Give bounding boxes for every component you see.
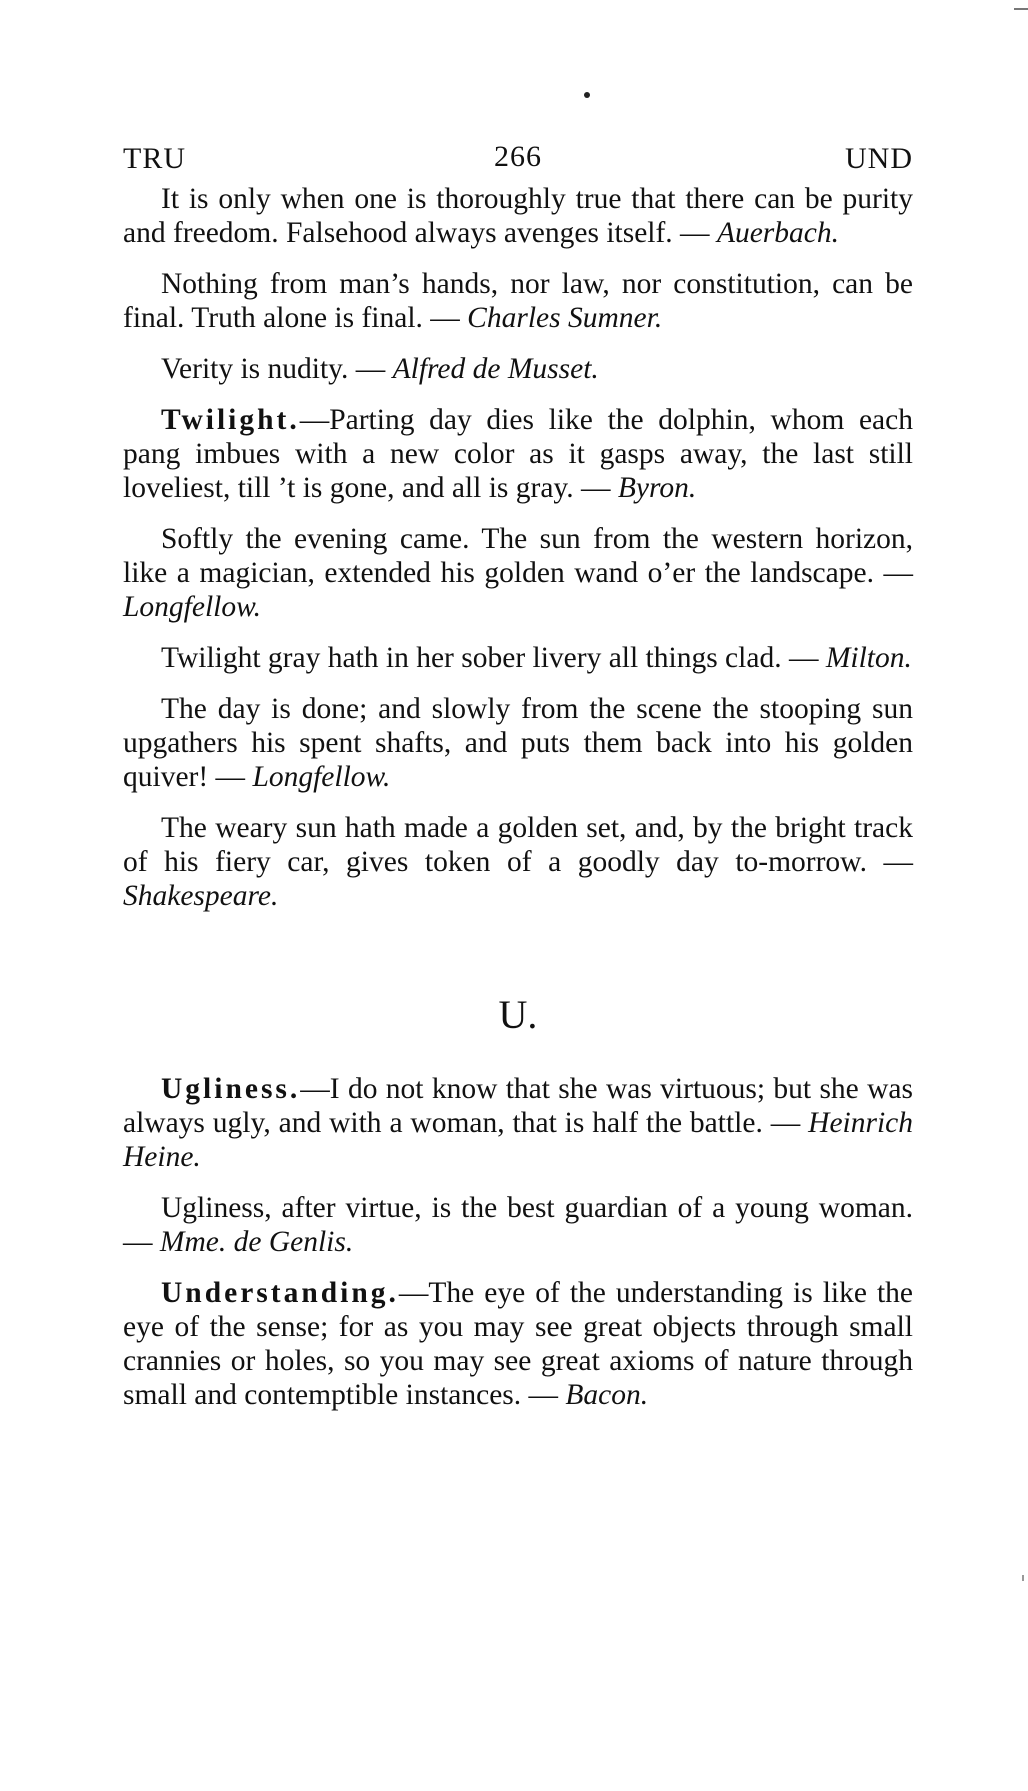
quote-text: Ugliness, after virtue, is the best guardian of a young woman. —: [123, 1192, 913, 1258]
edge-mark: [1014, 8, 1028, 10]
quote-paragraph: [123, 522, 913, 624]
quote-author: Longfellow.: [252, 761, 391, 793]
page-number: 266: [494, 140, 542, 173]
quote-text: It is only when one is thoroughly true that there can be purity and freedom. Falsehood always avenges itself. —: [123, 183, 913, 249]
quote-paragraph: [123, 182, 913, 250]
section-heading: U.: [498, 992, 538, 1037]
quote-text: —I do not know that she was virtuous; but she was always ugly, and with a woman, that is half the battle. —: [123, 1073, 913, 1139]
edge-mark: [1022, 1575, 1024, 1581]
quote-author: Shakespeare.: [123, 880, 279, 912]
header-left-guide-word: TRU: [123, 142, 186, 175]
quote-text: —Parting day dies like the dolphin, whom each pang imbues with a new color as it gasps away, the last still loveliest, till ’t is gone, and all is gray. —: [123, 404, 913, 504]
quote-text: Nothing from man’s hands, nor law, nor constitution, can be final. Truth alone is final. —: [123, 268, 913, 334]
entry-keyword: Ugliness.: [161, 1073, 301, 1105]
quote-paragraph: [123, 267, 913, 335]
quote-text: Verity is nudity. —: [161, 353, 386, 385]
running-header: [123, 142, 913, 182]
header-right-guide-word: UND: [845, 142, 913, 175]
quote-paragraph: [123, 352, 913, 386]
quote-author: Byron.: [617, 472, 697, 504]
quote-author: Auerbach.: [716, 217, 839, 249]
entry-keyword: Understanding.: [161, 1277, 399, 1309]
entries-u: [123, 1072, 913, 1412]
quote-author: Mme. de Genlis.: [159, 1226, 354, 1258]
quote-paragraph: [123, 1276, 913, 1412]
quote-author: Alfred de Musset.: [392, 353, 599, 385]
quote-text: Twilight gray hath in her sober livery all things clad. —: [161, 642, 819, 674]
quote-author: Charles Sumner.: [467, 302, 663, 334]
ink-dot: [584, 92, 590, 98]
quote-author: Longfellow.: [123, 591, 261, 623]
quote-text: The day is done; and slowly from the scene the stooping sun upgathers his spent shafts, and puts them back into his golden quiver! —: [123, 693, 913, 793]
book-page: [123, 142, 913, 1429]
quote-paragraph: [123, 403, 913, 505]
quote-paragraph: [123, 1191, 913, 1259]
quote-paragraph: [123, 811, 913, 913]
entry-keyword: Twilight.: [161, 404, 300, 436]
quote-paragraph: [123, 692, 913, 794]
quote-author: Milton.: [825, 642, 912, 674]
quote-author: Heinrich Heine.: [123, 1107, 914, 1173]
quote-paragraph: [123, 1072, 913, 1174]
entries-t: [123, 182, 913, 913]
quote-text: Softly the evening came. The sun from the western horizon, like a magician, extended his golden wand o’er the landscape. —: [123, 523, 913, 589]
quote-author: Bacon.: [565, 1379, 649, 1411]
quote-paragraph: [123, 641, 913, 675]
quote-text: The weary sun hath made a golden set, and, by the bright track of his fiery car, gives token of a goodly day to-morrow. —: [123, 812, 913, 878]
quote-text: —The eye of the understanding is like the eye of the sense; for as you may see great objects through small crannies or holes, so you may see great axioms of nature through small and contemptible instances. —: [123, 1277, 913, 1411]
